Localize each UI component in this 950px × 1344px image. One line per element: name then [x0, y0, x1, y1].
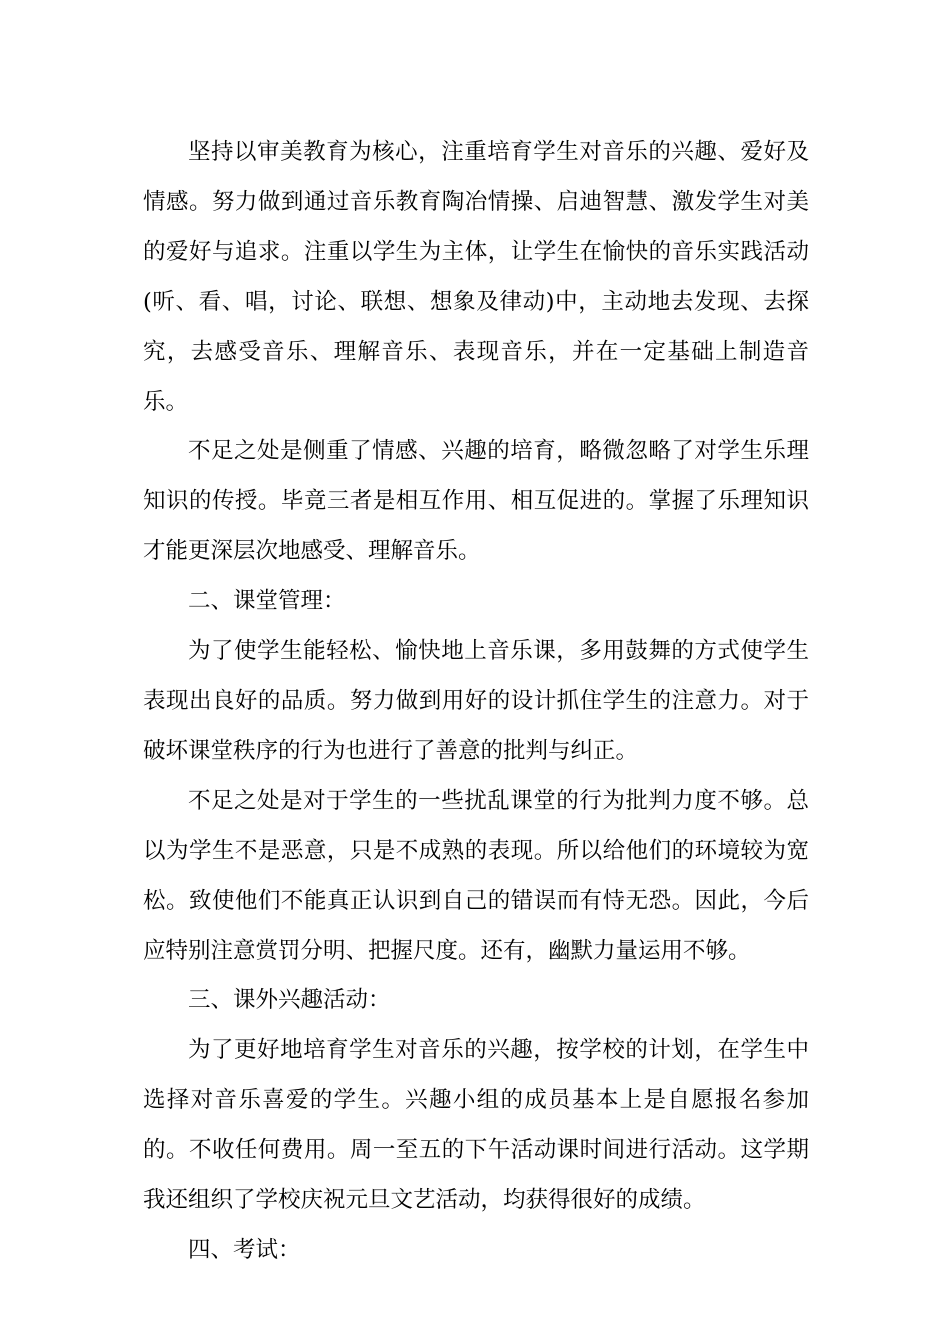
section-heading-classroom-management: 二、课堂管理：: [188, 588, 346, 615]
section-heading-exam: 四、考试：: [188, 1236, 301, 1263]
section-heading-extracurricular: 三、课外兴趣活动：: [188, 987, 391, 1014]
document-body: [143, 128, 809, 1276]
paragraph-extracurricular: 为了更好地培育学生对音乐的兴趣，按学校的计划，在学生中选择对音乐喜爱的学生。兴趣小组的成员基本上是自愿报名参加的。不收任何费用。周一至五的下午活动课时间进行活动。这学期我还组织了学校庆祝元旦文艺活动，均获得很好的成绩。: [143, 1037, 809, 1214]
paragraph-aesthetic-education: 坚持以审美教育为核心，注重培育学生对音乐的兴趣、爱好及情感。努力做到通过音乐教育陶冶情操、启迪智慧、激发学生对美的爱好与追求。注重以学生为主体，让学生在愉快的音乐实践活动(听、看、唱，讨论、联想、想象及律动)中，主动地去发现、去探究，去感受音乐、理解音乐、表现音乐，并在一定基础上制造音乐。: [143, 139, 809, 415]
paragraph-shortcoming-discipline: 不足之处是对于学生的一些扰乱课堂的行为批判力度不够。总以为学生不是恶意，只是不成熟的表现。所以给他们的环境较为宽松。致使他们不能真正认识到自己的错误而有恃无恐。因此，今后应特别注意赏罚分明、把握尺度。还有，幽默力量运用不够。: [143, 787, 809, 964]
paragraph-classroom-management: 为了使学生能轻松、愉快地上音乐课，多用鼓舞的方式使学生表现出良好的品质。努力做到用好的设计抓住学生的注意力。对于破坏课堂秩序的行为也进行了善意的批判与纠正。: [143, 638, 809, 764]
paragraph-shortcoming-theory: 不足之处是侧重了情感、兴趣的培育，略微忽略了对学生乐理知识的传授。毕竟三者是相互作用、相互促进的。掌握了乐理知识才能更深层次地感受、理解音乐。: [143, 438, 809, 565]
